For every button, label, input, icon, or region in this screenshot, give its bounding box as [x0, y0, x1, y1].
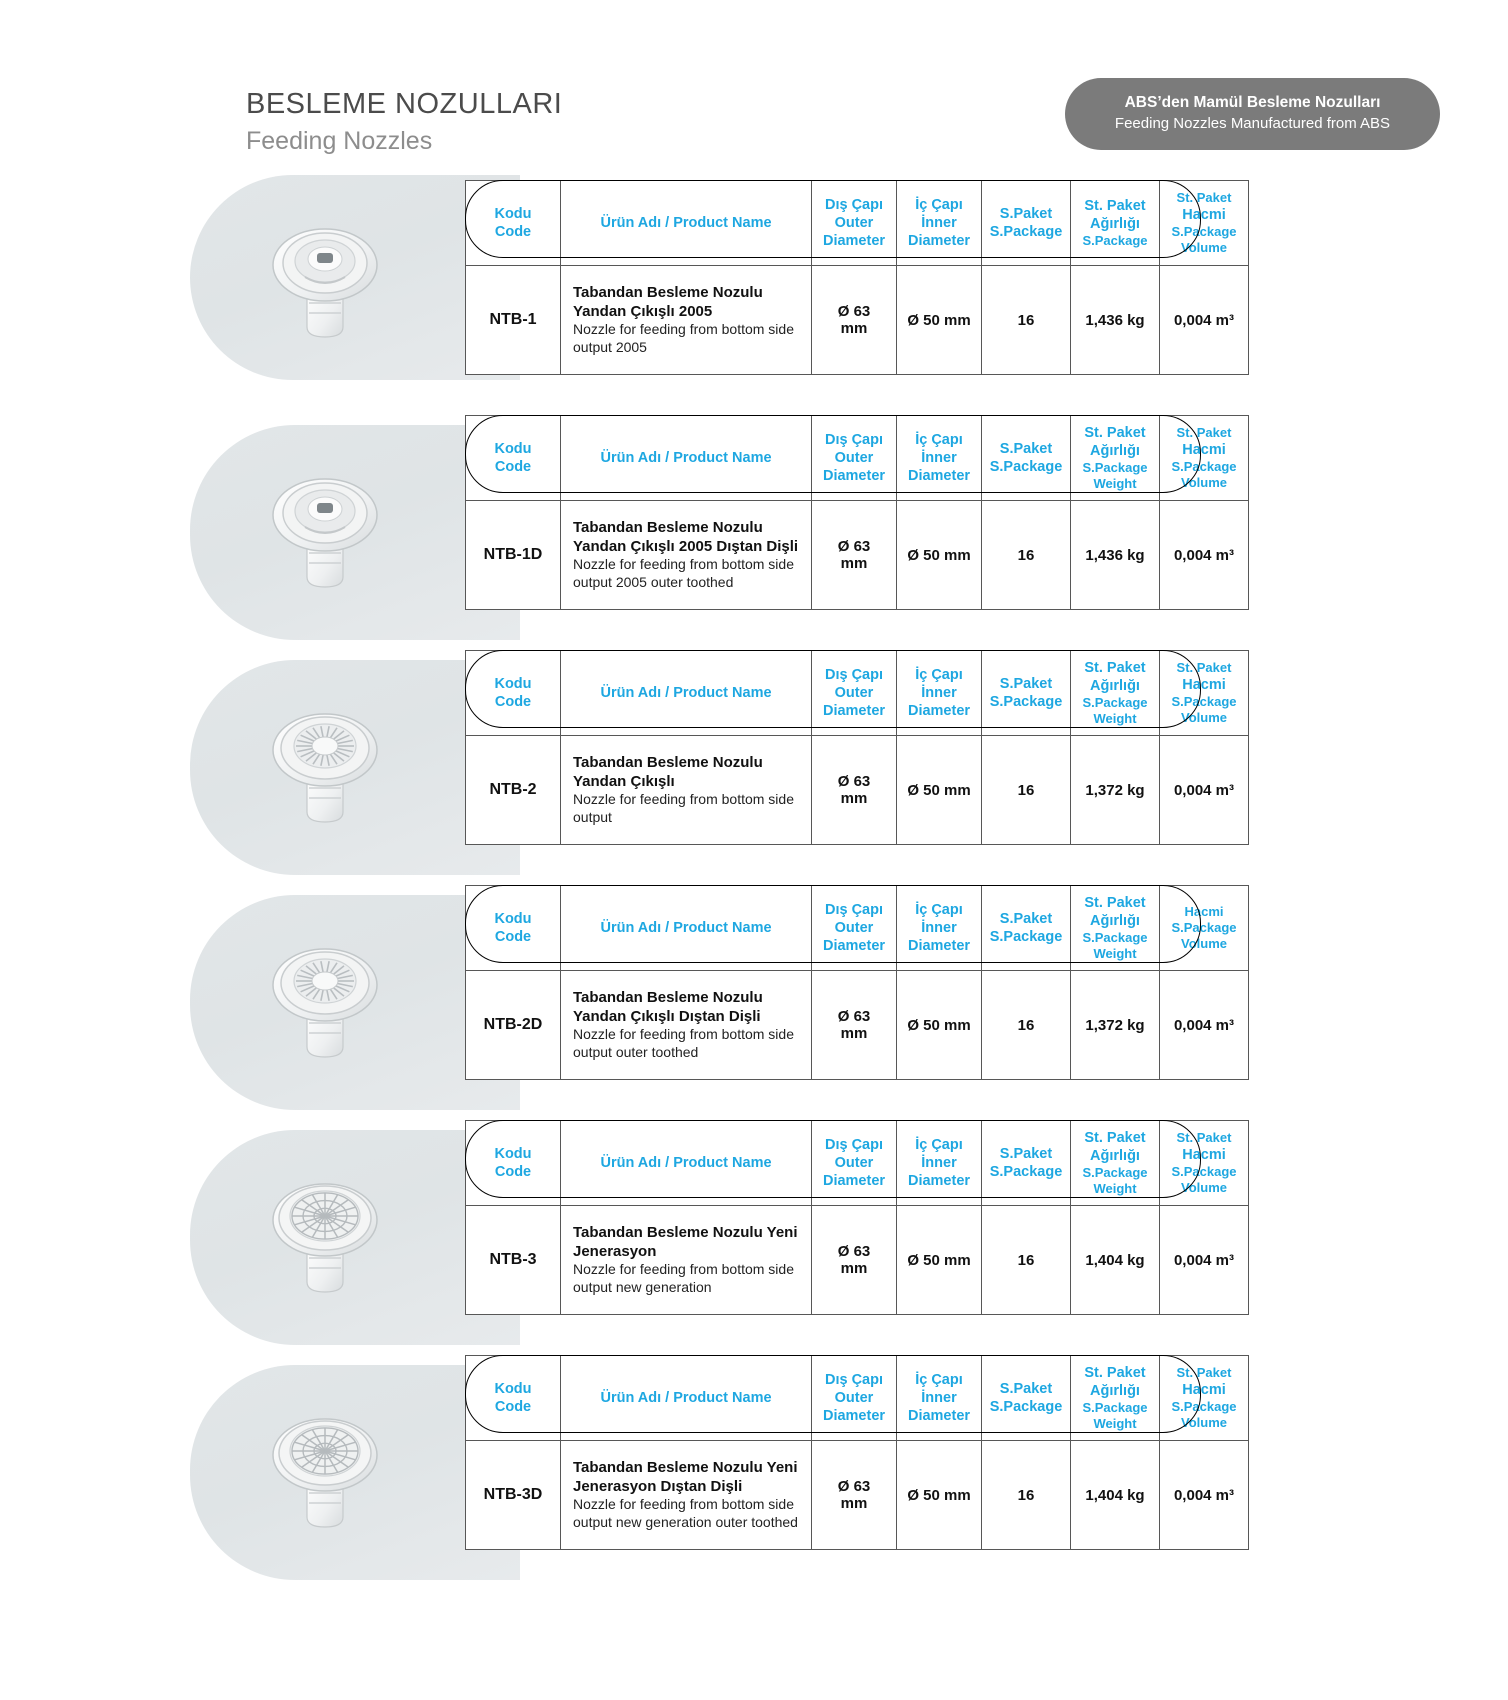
column-header-inner-diameter: İç Çapı İnner Diameter — [897, 651, 982, 736]
column-header-package-volume: St. Paket Hacmi S.Package Volume — [1160, 1356, 1249, 1441]
cell-package-volume: 0,004 m³ — [1160, 1441, 1249, 1550]
cell-package-volume: 0,004 m³ — [1160, 736, 1249, 845]
cell-product-name — [561, 1206, 812, 1315]
column-header-product-name: Ürün Adı / Product Name — [561, 1121, 812, 1206]
cell-package-weight: 1,436 kg — [1071, 266, 1160, 375]
page-title-tr: BESLEME NOZULLARI — [246, 88, 563, 120]
cell-outer-diameter: Ø 63 mm — [812, 266, 897, 375]
cell-product-name — [561, 266, 812, 375]
column-header-code: Kodu Code — [466, 651, 561, 736]
spec-table — [465, 885, 1249, 1080]
column-header-outer-diameter: Dış Çapı Outer Diameter — [812, 1356, 897, 1441]
nozzle-photo — [235, 193, 415, 363]
product-name-en: Nozzle for feeding from bottom side output 2005 — [573, 321, 794, 356]
spec-table — [465, 650, 1249, 845]
product-name-tr: Tabandan Besleme Nozulu Yandan Çıkışlı Dıştan Dişli — [573, 988, 763, 1026]
spec-table — [465, 1355, 1249, 1550]
cell-package: 16 — [982, 501, 1071, 610]
table-row — [466, 266, 1249, 375]
cell-code: NTB-1D — [466, 501, 561, 610]
nozzle-photo — [235, 443, 415, 613]
table-row — [466, 1206, 1249, 1315]
table-row — [466, 501, 1249, 610]
column-header-code: Kodu Code — [466, 1356, 561, 1441]
cell-inner-diameter: Ø 50 mm — [897, 971, 982, 1080]
table-header-row — [466, 1356, 1249, 1441]
cell-package-weight: 1,404 kg — [1071, 1206, 1160, 1315]
column-header-outer-diameter: Dış Çapı Outer Diameter — [812, 416, 897, 501]
column-header-package: S.Paket S.Package — [982, 1356, 1071, 1441]
column-header-code: Kodu Code — [466, 1121, 561, 1206]
cell-outer-diameter: Ø 63 mm — [812, 501, 897, 610]
column-header-inner-diameter: İç Çapı İnner Diameter — [897, 1121, 982, 1206]
cell-package-volume: 0,004 m³ — [1160, 971, 1249, 1080]
column-header-code: Kodu Code — [466, 416, 561, 501]
nozzle-photo — [235, 913, 415, 1083]
cell-package-volume: 0,004 m³ — [1160, 501, 1249, 610]
cell-inner-diameter: Ø 50 mm — [897, 1206, 982, 1315]
column-header-inner-diameter: İç Çapı İnner Diameter — [897, 1356, 982, 1441]
table-row — [466, 1441, 1249, 1550]
column-header-product-name: Ürün Adı / Product Name — [561, 181, 812, 266]
column-header-package-volume: St. Paket Hacmi S.Package Volume — [1160, 1121, 1249, 1206]
spec-table — [465, 1120, 1249, 1315]
column-header-package-weight: St. Paket Ağırlığı S.Package Weight — [1071, 416, 1160, 501]
cell-code: NTB-2D — [466, 971, 561, 1080]
cell-package: 16 — [982, 736, 1071, 845]
cell-outer-diameter: Ø 63 mm — [812, 736, 897, 845]
column-header-package-volume: St. Paket Hacmi S.Package Volume — [1160, 416, 1249, 501]
column-header-package: S.Paket S.Package — [982, 1121, 1071, 1206]
table-row — [466, 971, 1249, 1080]
cell-code: NTB-1 — [466, 266, 561, 375]
column-header-outer-diameter: Dış Çapı Outer Diameter — [812, 181, 897, 266]
column-header-product-name: Ürün Adı / Product Name — [561, 651, 812, 736]
table-header-row — [466, 651, 1249, 736]
column-header-inner-diameter: İç Çapı İnner Diameter — [897, 886, 982, 971]
material-badge — [1065, 78, 1440, 150]
cell-package-volume: 0,004 m³ — [1160, 1206, 1249, 1315]
column-header-package: S.Paket S.Package — [982, 886, 1071, 971]
cell-package: 16 — [982, 1206, 1071, 1315]
product-name-tr: Tabandan Besleme Nozulu Yandan Çıkışlı 2005 — [573, 283, 763, 321]
column-header-package: S.Paket S.Package — [982, 181, 1071, 266]
table-header-row — [466, 886, 1249, 971]
column-header-package-weight: St. Paket Ağırlığı S.Package Weight — [1071, 1121, 1160, 1206]
table-header-row — [466, 181, 1249, 266]
spec-table — [465, 180, 1249, 375]
column-header-package-weight: St. Paket Ağırlığı S.Package Weight — [1071, 886, 1160, 971]
column-header-package-volume: St. Paket Hacmi S.Package Volume — [1160, 651, 1249, 736]
cell-product-name — [561, 971, 812, 1080]
column-header-package-volume: Hacmi S.Package Volume — [1160, 886, 1249, 971]
product-name-en: Nozzle for feeding from bottom side output new generation outer toothed — [573, 1496, 798, 1531]
column-header-product-name: Ürün Adı / Product Name — [561, 1356, 812, 1441]
column-header-package-volume: St. Paket Hacmi S.Package Volume — [1160, 181, 1249, 266]
table-header-row — [466, 416, 1249, 501]
cell-package-weight: 1,404 kg — [1071, 1441, 1160, 1550]
cell-package: 16 — [982, 266, 1071, 375]
column-header-package-weight: St. Paket Ağırlığı S.Package Weight — [1071, 651, 1160, 736]
column-header-product-name: Ürün Adı / Product Name — [561, 416, 812, 501]
cell-inner-diameter: Ø 50 mm — [897, 501, 982, 610]
cell-package: 16 — [982, 971, 1071, 1080]
cell-package: 16 — [982, 1441, 1071, 1550]
cell-product-name — [561, 736, 812, 845]
cell-outer-diameter: Ø 63 mm — [812, 971, 897, 1080]
cell-package-weight: 1,372 kg — [1071, 736, 1160, 845]
cell-inner-diameter: Ø 50 mm — [897, 1441, 982, 1550]
product-name-en: Nozzle for feeding from bottom side output new generation — [573, 1261, 794, 1296]
nozzle-photo — [235, 678, 415, 848]
cell-code: NTB-2 — [466, 736, 561, 845]
product-name-tr: Tabandan Besleme Nozulu Yeni Jenerasyon Dıştan Dişli — [573, 1458, 798, 1496]
product-name-tr: Tabandan Besleme Nozulu Yeni Jenerasyon — [573, 1223, 798, 1261]
column-header-inner-diameter: İç Çapı İnner Diameter — [897, 181, 982, 266]
column-header-package: S.Paket S.Package — [982, 651, 1071, 736]
cell-outer-diameter: Ø 63 mm — [812, 1441, 897, 1550]
cell-package-volume: 0,004 m³ — [1160, 266, 1249, 375]
column-header-code: Kodu Code — [466, 886, 561, 971]
column-header-product-name: Ürün Adı / Product Name — [561, 886, 812, 971]
column-header-code: Kodu Code — [466, 181, 561, 266]
cell-inner-diameter: Ø 50 mm — [897, 266, 982, 375]
page-header — [246, 88, 946, 156]
column-header-outer-diameter: Dış Çapı Outer Diameter — [812, 1121, 897, 1206]
column-header-package: S.Paket S.Package — [982, 416, 1071, 501]
table-header-row — [466, 1121, 1249, 1206]
page-title-en: Feeding Nozzles — [246, 127, 433, 156]
nozzle-photo — [235, 1148, 415, 1318]
table-row — [466, 736, 1249, 845]
column-header-outer-diameter: Dış Çapı Outer Diameter — [812, 886, 897, 971]
product-name-en: Nozzle for feeding from bottom side output outer toothed — [573, 1026, 794, 1061]
product-name-en: Nozzle for feeding from bottom side output 2005 outer toothed — [573, 556, 794, 591]
material-badge-en: Feeding Nozzles Manufactured from ABS — [1114, 115, 1391, 133]
material-badge-tr: ABS’den Mamül Besleme Nozulları — [1124, 94, 1381, 112]
cell-product-name — [561, 1441, 812, 1550]
product-name-tr: Tabandan Besleme Nozulu Yandan Çıkışlı — [573, 753, 763, 791]
spec-table — [465, 415, 1249, 610]
column-header-inner-diameter: İç Çapı İnner Diameter — [897, 416, 982, 501]
nozzle-photo — [235, 1383, 415, 1553]
column-header-package-weight: St. Paket Ağırlığı S.Package Weight — [1071, 1356, 1160, 1441]
cell-package-weight: 1,436 kg — [1071, 501, 1160, 610]
column-header-outer-diameter: Dış Çapı Outer Diameter — [812, 651, 897, 736]
cell-inner-diameter: Ø 50 mm — [897, 736, 982, 845]
cell-package-weight: 1,372 kg — [1071, 971, 1160, 1080]
cell-product-name — [561, 501, 812, 610]
cell-outer-diameter: Ø 63 mm — [812, 1206, 897, 1315]
cell-code: NTB-3D — [466, 1441, 561, 1550]
cell-code: NTB-3 — [466, 1206, 561, 1315]
product-name-tr: Tabandan Besleme Nozulu Yandan Çıkışlı 2005 Dıştan Dişli — [573, 518, 799, 556]
product-name-en: Nozzle for feeding from bottom side output — [573, 791, 794, 826]
column-header-package-weight: St. Paket Ağırlığı S.Package — [1071, 181, 1160, 266]
